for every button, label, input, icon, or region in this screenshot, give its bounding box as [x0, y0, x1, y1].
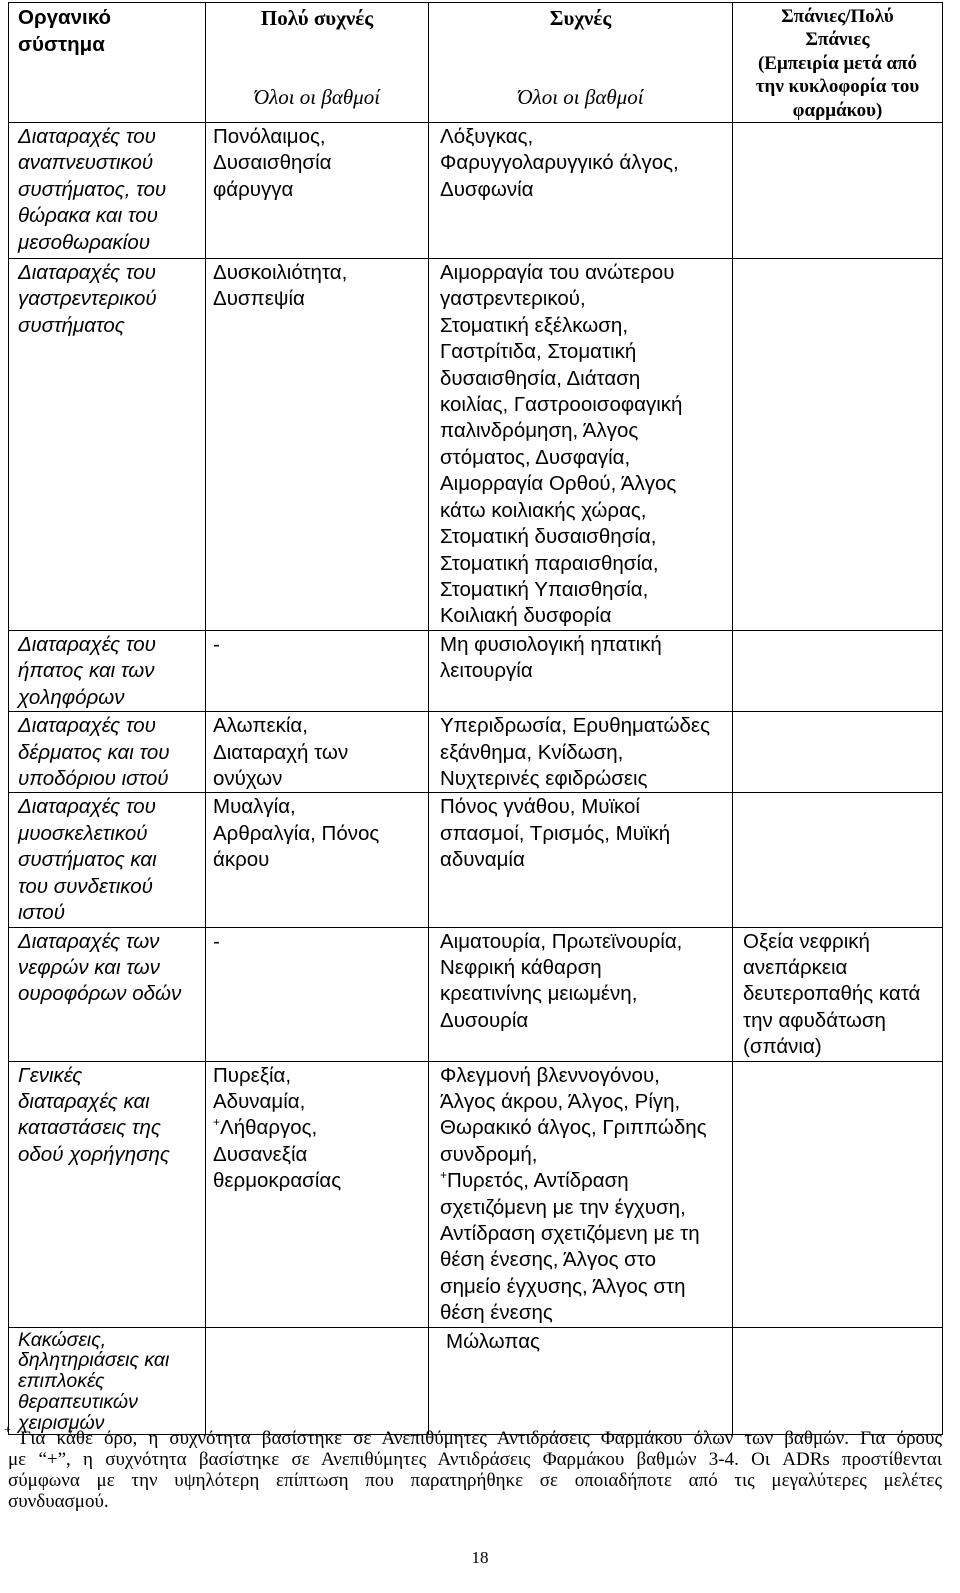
organ-system-cell	[9, 793, 206, 927]
footnote-marker: +	[4, 1422, 11, 1436]
very-common-text-part: Πυρεξία, Αδυναμία,	[213, 1063, 306, 1113]
header-organ-system	[9, 3, 206, 123]
common-text: Πόνος γνάθου, Μυϊκοί σπασμοί, Τρισμός, Μυϊκή αδυναμία	[440, 795, 671, 872]
header-rare	[733, 3, 943, 123]
table-header-row	[9, 3, 943, 123]
very-common-cell	[206, 927, 429, 1061]
very-common-cell	[206, 712, 429, 793]
footnote-line	[4, 1422, 942, 1449]
rare-cell	[733, 793, 943, 927]
common-text: Μη φυσιολογική ηπατική λειτουργία	[440, 633, 662, 683]
rare-cell	[733, 1327, 943, 1434]
rare-cell	[733, 712, 943, 793]
organ-system-cell	[9, 1061, 206, 1327]
organ-system-text: Διαταραχές του αναπνευστικού συστήματος, του θώρακα και του μεσοθωρακίου	[18, 125, 167, 254]
footnote-line: συνδυασμού.	[8, 1491, 109, 1512]
table-row-renal	[9, 927, 943, 1061]
common-text: Αιματουρία, Πρωτεϊνουρία, Νεφρική κάθαρση κρεατινίνης μειωμένη, Δυσουρία	[440, 929, 683, 1032]
table-row-injury	[9, 1327, 943, 1434]
header-very-common	[206, 3, 429, 123]
table-footnote	[4, 1422, 942, 1512]
header-common-title: Συχνές	[549, 6, 612, 30]
organ-system-text: Διαταραχές του ήπατος και των χοληφόρων	[18, 633, 156, 709]
common-text-rest: Πυρετός, Αντίδραση σχετιζόμενη με την έγχυση, Αντίδραση σχετιζόμενη με τη θέση ένεσης, Άλγος στο σημείο έγχυσης, Άλγος στη θέση ένεσης	[440, 1169, 700, 1325]
very-common-text: Δυσκοιλιότητα, Δυσπεψία	[213, 261, 348, 311]
header-common	[429, 3, 733, 123]
very-common-text: -	[213, 633, 220, 657]
very-common-cell	[206, 259, 429, 631]
common-text: Αιμορραγία του ανώτερου γαστρεντερικού, Στοματική εξέλκωση, Γαστρίτιδα, Στοματική δυσαισθησία, Διάταση κοιλίας, Γαστροοισοφαγική παλινδρόμηση, Άλγος στόματος, Δυσφαγία, Αιμορραγία Ορθού, Άλγος κάτω κοιλιακής χώρας, Στοματική δυσαισθησία, Στοματική παραισθησία, Στοματική Υπαισθησία, Κοιλιακή δυσφορία	[440, 261, 683, 628]
plus-marker: +	[440, 1168, 448, 1183]
organ-system-cell	[9, 259, 206, 631]
adverse-reactions-table	[8, 2, 943, 1435]
very-common-text: -	[213, 929, 220, 953]
very-common-text	[213, 1063, 426, 1195]
footnote-line: σύμφωνα με την υψηλότερη επίπτωση που παρατηρήθηκε σε οποιαδήποτε από τις μεγαλύτερες μελέτες	[8, 1470, 942, 1491]
very-common-text: Μυαλγία, Αρθραλγία, Πόνος άκρου	[213, 795, 380, 872]
rare-cell	[733, 1061, 943, 1327]
header-very-common-title: Πολύ συχνές	[260, 6, 374, 30]
rare-text: Οξεία νεφρική ανεπάρκεια δευτεροπαθής κατά την αφυδάτωση (σπάνια)	[743, 929, 921, 1059]
table-row-gastrointestinal	[9, 259, 943, 631]
table-row-general	[9, 1061, 943, 1327]
common-cell	[429, 631, 733, 712]
organ-system-cell	[9, 712, 206, 793]
common-text-part: Φλεγμονή βλεννογόνου, Άλγος άκρου, Άλγος, Ρίγη, Θωρακικό άλγος, Γριππώδης συνδρομή,	[440, 1063, 707, 1166]
very-common-cell	[206, 631, 429, 712]
organ-system-text: Διαταραχές του μυοσκελετικού συστήματος και του συνδετικού ιστού	[18, 795, 157, 925]
common-cell	[429, 712, 733, 793]
organ-system-text: Διαταραχές των νεφρών και των ουροφόρων οδών	[18, 929, 182, 1006]
page-number: 18	[471, 1548, 489, 1567]
common-cell	[429, 793, 733, 927]
common-cell	[429, 259, 733, 631]
common-text: Υπεριδρωσία, Ερυθηματώδες εξάνθημα, Κνίδωση, Νυχτερινές εφιδρώσεις	[440, 714, 710, 791]
common-cell	[429, 1061, 733, 1327]
very-common-cell	[206, 123, 429, 259]
very-common-cell	[206, 793, 429, 927]
very-common-text-rest: Λήθαργος, Δυσανεξία θερμοκρασίας	[213, 1116, 342, 1193]
common-text: Λόξυγκας, Φαρυγγολαρυγγικό άλγος, Δυσφωνία	[440, 125, 679, 201]
rare-cell	[733, 927, 943, 1061]
very-common-cell	[206, 1327, 429, 1434]
common-text	[440, 1063, 730, 1327]
table-row-respiratory	[9, 123, 943, 259]
table-row-musculoskeletal	[9, 793, 943, 927]
common-cell	[429, 1327, 733, 1434]
organ-system-text: Διαταραχές του γαστρεντερικού συστήματος	[18, 261, 157, 337]
organ-system-cell	[9, 927, 206, 1061]
common-cell	[429, 927, 733, 1061]
footnote-text: Για κάθε όρο, η συχνότητα βασίστηκε σε Ανεπιθύμητες Αντιδράσεις Φαρμάκου όλων των βαθμών. Για όρους	[20, 1428, 942, 1449]
common-text: Μώλωπας	[446, 1329, 540, 1353]
table-row-hepatobiliary	[9, 631, 943, 712]
organ-system-text: Διαταραχές του δέρματος και του υποδόριου ιστού	[18, 714, 170, 791]
rare-cell	[733, 631, 943, 712]
header-very-common-subtitle: Όλοι οι βαθμοί	[253, 85, 381, 109]
organ-system-cell	[9, 1327, 206, 1434]
rare-cell	[733, 123, 943, 259]
organ-system-text: Κακώσεις, δηλητηριάσεις και επιπλοκές θεραπευτικών χειρισμών	[18, 1328, 170, 1434]
header-common-subtitle: Όλοι οι βαθμοί	[517, 85, 644, 109]
table-row-skin	[9, 712, 943, 793]
plus-marker: +	[213, 1115, 221, 1130]
organ-system-text: Γενικές διαταραχές και καταστάσεις της οδού χορήγησης	[18, 1063, 170, 1166]
header-organ-system-label: Οργανικό σύστημα	[18, 6, 112, 56]
rare-cell	[733, 259, 943, 631]
very-common-cell	[206, 1061, 429, 1327]
footnote-line: με “+”, η συχνότητα βασίστηκε σε Ανεπιθύμητες Αντιδράσεις Φαρμάκου βαθμών 3-4. Οι ADRs προστίθενται	[8, 1449, 942, 1470]
header-rare-label: Σπάνιες/Πολύ Σπάνιες (Εμπειρία μετά από την κυκλοφορία του φαρμάκου)	[755, 6, 920, 121]
very-common-text: Αλωπεκία, Διαταραχή των ονύχων	[213, 714, 349, 791]
organ-system-cell	[9, 631, 206, 712]
organ-system-cell	[9, 123, 206, 259]
common-cell	[429, 123, 733, 259]
very-common-text: Πονόλαιμος, Δυσαισθησία φάρυγγα	[213, 125, 332, 201]
